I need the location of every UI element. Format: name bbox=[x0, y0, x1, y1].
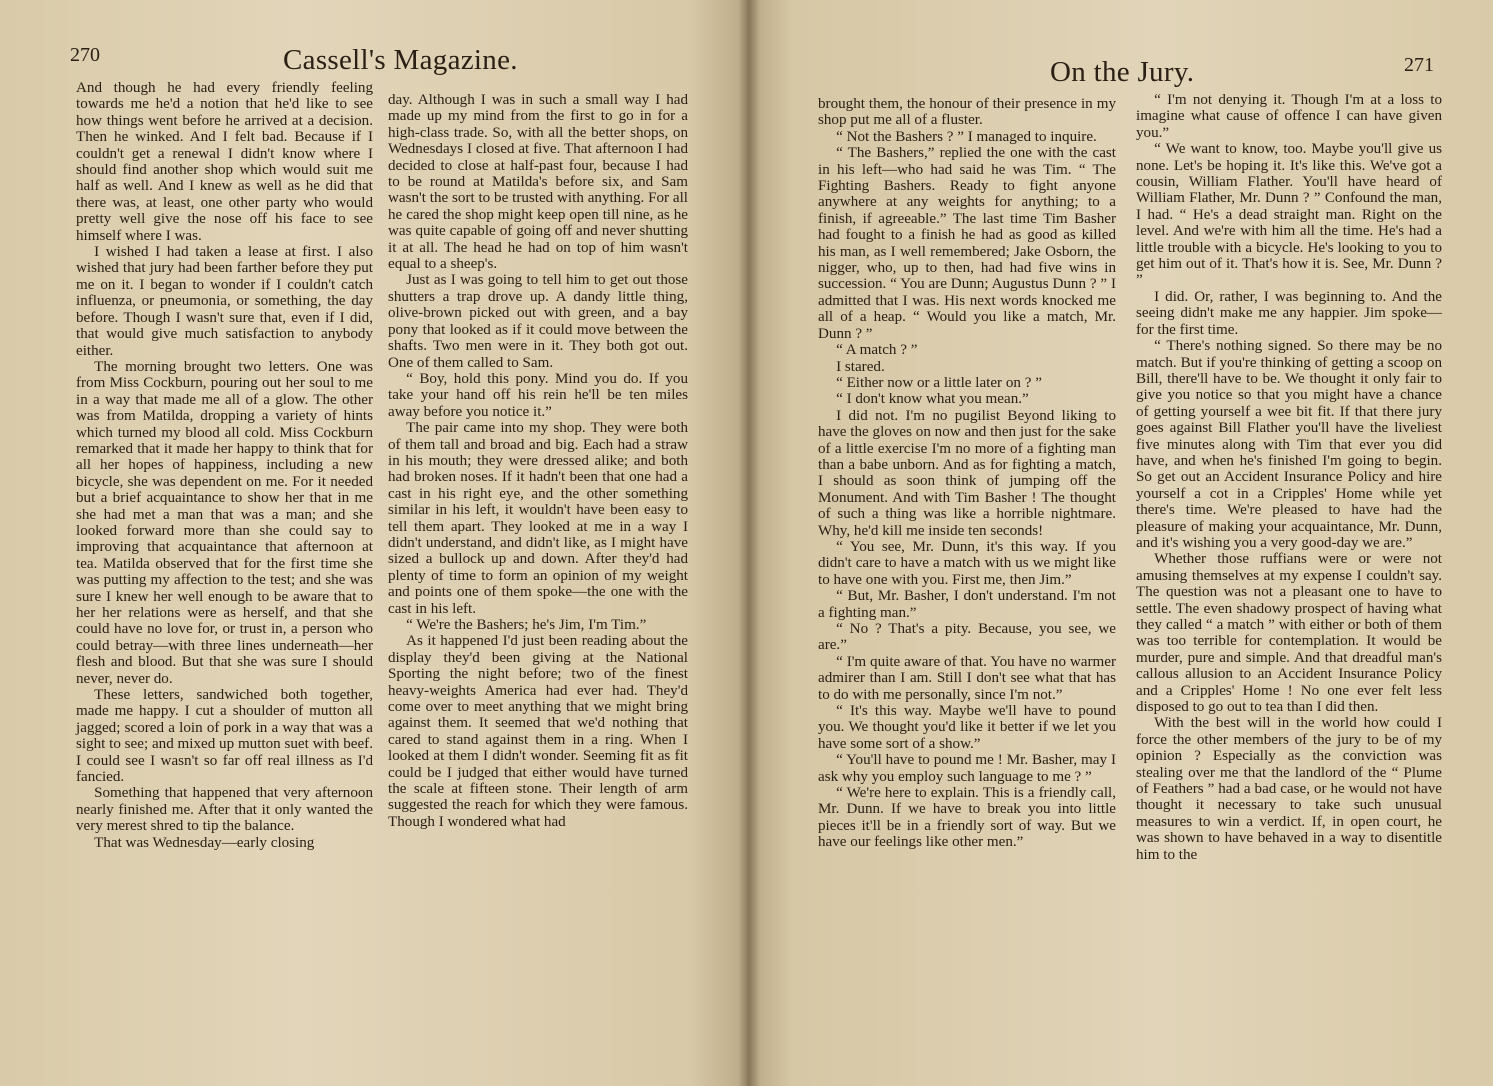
paragraph: “ There's nothing signed. So there may be no match. But if you're thinking of getting a scoop on Bill, there'll have to be. We thought it only fair to give you notice so that you might have a chance of getting yourself a wee bit fit. If that there jury goes against Bill Flather you'll have the liveliest five minutes along with Tim that ever you did have, and when he's finished I'm going to begin. So get out an Accident Insurance Policy and hire yourself a cot in a Cripples' Home while yet there's time. We're pleased to have had the pleasure of making your acquaintance, Mr. Dunn, and it's wishing you a very good-day we are.” bbox=[1136, 338, 1442, 551]
paragraph: The morning brought two letters. One was from Miss Cockburn, pouring out her soul to me in a way that made me all of a glow. The other was from Matilda, dropping a variety of hints which turned my blood all cold. Miss Cockburn remarked that it made her happy to think that for all her hopes of happiness, including a new bicycle, she was dependent on me. For it needed but a brief acquaintance to show her that in me she had met a man that was a man; and she looked forward more than she could say to improving that acquaintance that afternoon at tea. Matilda observed that for the first time she was putting my affection to the test; and she was sure I knew her well enough to be aware that to her her relations were as herself, and that she could have no love for, or trust in, a person who could betray—with three lines underneath—her flesh and blood. But that she was sure I should never, never do. bbox=[76, 358, 373, 687]
paragraph: brought them, the honour of their presence in my shop put me all of a fluster. bbox=[818, 96, 1116, 129]
paragraph: “ I'm quite aware of that. You have no warmer admirer than I am. Still I don't see what that has to do with me personally, since I'm not.” bbox=[818, 653, 1116, 703]
paragraph: I stared. bbox=[836, 358, 885, 375]
paragraph: Just as I was going to tell him to get out those shutters a trap drove up. A dandy little thing, olive-brown picked out with green, and a bay pony that looked as if it could move between the shafts. Two men were in it. They both got out. One of them called to Sam. bbox=[388, 272, 688, 371]
paragraph: “ But, Mr. Basher, I don't understand. I'm not a fighting man.” bbox=[818, 588, 1116, 621]
paragraph: “ We're here to explain. This is a friendly call, Mr. Dunn. If we have to break you into little pieces it'll be in a friendly sort of way. But we have our feelings like other men.” bbox=[818, 785, 1116, 851]
paragraph: day. Although I was in such a small way I had made up my mind from the first to go in for a high-class trade. So, with all the better shops, on Wednesdays I closed at five. That afternoon I had decided to close at half-past four, because I had to be round at Matilda's before six, and Sam wasn't the sort to be trusted with anything. For all he cared the shop might keep open till nine, as he was quite capable of going off and never shutting it at all. The head he had on top of him wasn't equal to a sheep's. bbox=[388, 92, 688, 273]
right-page bbox=[748, 0, 1493, 1086]
paragraph: “ We're the Bashers; he's Jim, I'm Tim.” bbox=[406, 617, 647, 633]
page-number-left: 270 bbox=[70, 44, 100, 66]
left-column-1 bbox=[76, 80, 373, 851]
paragraph: I did not. I'm no pugilist Beyond liking to have the gloves on now and then just for the sake of a little exercise I'm no more of a fighting man than a babe unborn. And as for fighting a match, I should as soon think of jumping off the Monument. And with Tim Basher ! The thought of such a thing was like a horrible nightmare. Why, he'd kill me inside ten seconds! bbox=[818, 407, 1116, 539]
paragraph: “ You'll have to pound me ! Mr. Basher, may I ask why you employ such language to me ? ” bbox=[818, 752, 1116, 785]
paragraph: As it happened I'd just been reading about the display they'd been giving at the National Sporting the night before; two of the finest heavy-weights America had ever had. They'd come over to meet anything that we might bring against them. It seemed that we'd nothing that cared to stand against them in a ring. When I looked at them I didn't wonder. Seeming fit as fit could be I judged that either would have turned the scale at fifteen stone. Their length of arm suggested the reach for which they were famous. Though I wondered what had bbox=[388, 633, 688, 830]
paragraph: “ No ? That's a pity. Because, you see, we are.” bbox=[818, 621, 1116, 654]
page-number-right: 271 bbox=[1404, 54, 1434, 76]
paragraph: I wished I had taken a lease at first. I also wished that jury had been farther before they put me on it. I began to wonder if I couldn't catch influenza, or pneumonia, or something, the day before. Though I wasn't sure that, even if I did, that would give much satisfaction to anybody either. bbox=[76, 244, 373, 359]
paragraph: “ We want to know, too. Maybe you'll give us none. Let's be hoping it. It's like this. We've got a cousin, William Flather. You'll have heard of William Flather, Mr. Dunn ? ” Confound the man, I had. “ He's a dead straight man. Right on the level. And we're with him all the time. He's had a little trouble with a bicycle. He's looking to you to get him out of it. That's how it is. See, Mr. Dunn ? ” bbox=[1136, 141, 1442, 289]
paragraph: “ It's this way. Maybe we'll have to pound you. We thought you'd like it better if we let you have some sort of a show.” bbox=[818, 703, 1116, 752]
book-gutter bbox=[738, 0, 760, 1086]
paragraph: “ You see, Mr. Dunn, it's this way. If you didn't care to have a match with us we might like to have one with you. First me, then Jim.” bbox=[818, 538, 1116, 588]
paragraph: Whether those ruffians were or were not amusing themselves at my expense I couldn't say. The question was not a pleasant one to have to settle. The even shadowy prospect of having what they called “ a match ” with either or both of them was too terrible for contemplation. It would be murder, pure and simple. And that dreadful man's callous allusion to an Accident Insurance Policy and a Cripples' Home ! No one ever felt less disposed to go out to tea than I did then. bbox=[1136, 551, 1442, 716]
right-column-2 bbox=[1136, 92, 1442, 863]
left-column-2 bbox=[388, 92, 688, 830]
paragraph: These letters, sandwiched both together, made me happy. I cut a shoulder of mutton all jagged; scored a loin of pork in a way that was a sight to see; and mixed up mutton suet with beef. I could see I wasn't so far off real illness as I'd fancied. bbox=[76, 687, 373, 786]
right-column-1 bbox=[818, 96, 1116, 851]
paragraph: “ The Bashers,” replied the one with the cast in his left—who had said he was Tim. “ The Fighting Bashers. Ready to fight anyone anywhere at any weights for anything; to a finish, if agreeable.” The last time Tim Basher had fought to a finish he had as good as killed his man, as I well remembered; Jake Osborn, the nigger, who, up to then, had had five wins in succession. “ You are Dunn; Augustus Dunn ? ” I admitted that I was. His next words knocked me all of a heap. “ Would you like a match, Mr. Dunn ? ” bbox=[818, 145, 1116, 342]
paragraph: The pair came into my shop. They were both of them tall and broad and big. Each had a straw in his mouth; they were dressed alike; and both had broken noses. If it hadn't been that one had a cast in his right eye, and the other something similar in his left, it wouldn't have been easy to tell them apart. They looked at me in a way I didn't understand, and didn't like, as I might have sized a bullock up and down. After they'd had plenty of time to form an opinion of my weight and points one of them spoke—the one with the cast in his left. bbox=[388, 420, 688, 617]
paragraph: “ Not the Bashers ? ” I managed to inquire. bbox=[836, 128, 1097, 145]
running-head-right: On the Jury. bbox=[1050, 56, 1195, 88]
paragraph: I did. Or, rather, I was beginning to. And the seeing didn't make me any happier. Jim spoke—for the first time. bbox=[1136, 288, 1442, 338]
paragraph: “ A match ? ” bbox=[836, 342, 918, 359]
paragraph: With the best will in the world how could I force the other members of the jury to be of my opinion ? Especially as the conviction was stealing over me that the landlord of the “ Plume of Feathers ” had a bad case, or he would not have thought it necessary to take such unusual measures to win a verdict. If, in open court, he was shown to have behaved in a way to disentitle him to the bbox=[1136, 715, 1442, 863]
paragraph: “ Boy, hold this pony. Mind you do. If you take your hand off his rein he'll be ten miles away before you notice it.” bbox=[388, 370, 688, 420]
paragraph: And though he had every friendly feeling towards me he'd a notion that he'd like to see how things went before he arrived at a decision. Then he winked. And I felt bad. Because if I couldn't get a renewal I didn't know where I should find another shop which would suit me half as well. And I knew as well as he did that there was, at least, one other party who would pretty well give the nose off his face to see himself where I was. bbox=[76, 80, 373, 244]
paragraph: That was Wednesday—early closing bbox=[94, 834, 315, 851]
paragraph: “ Either now or a little later on ? ” bbox=[836, 374, 1042, 391]
paragraph: Something that happened that very afternoon nearly finished me. After that it only wanted the very merest shred to tip the balance. bbox=[76, 785, 373, 835]
running-head-left: Cassell's Magazine. bbox=[283, 44, 518, 76]
paragraph: “ I don't know what you mean.” bbox=[836, 391, 1029, 408]
paragraph: “ I'm not denying it. Though I'm at a loss to imagine what cause of offence I can have given you.” bbox=[1136, 92, 1442, 141]
